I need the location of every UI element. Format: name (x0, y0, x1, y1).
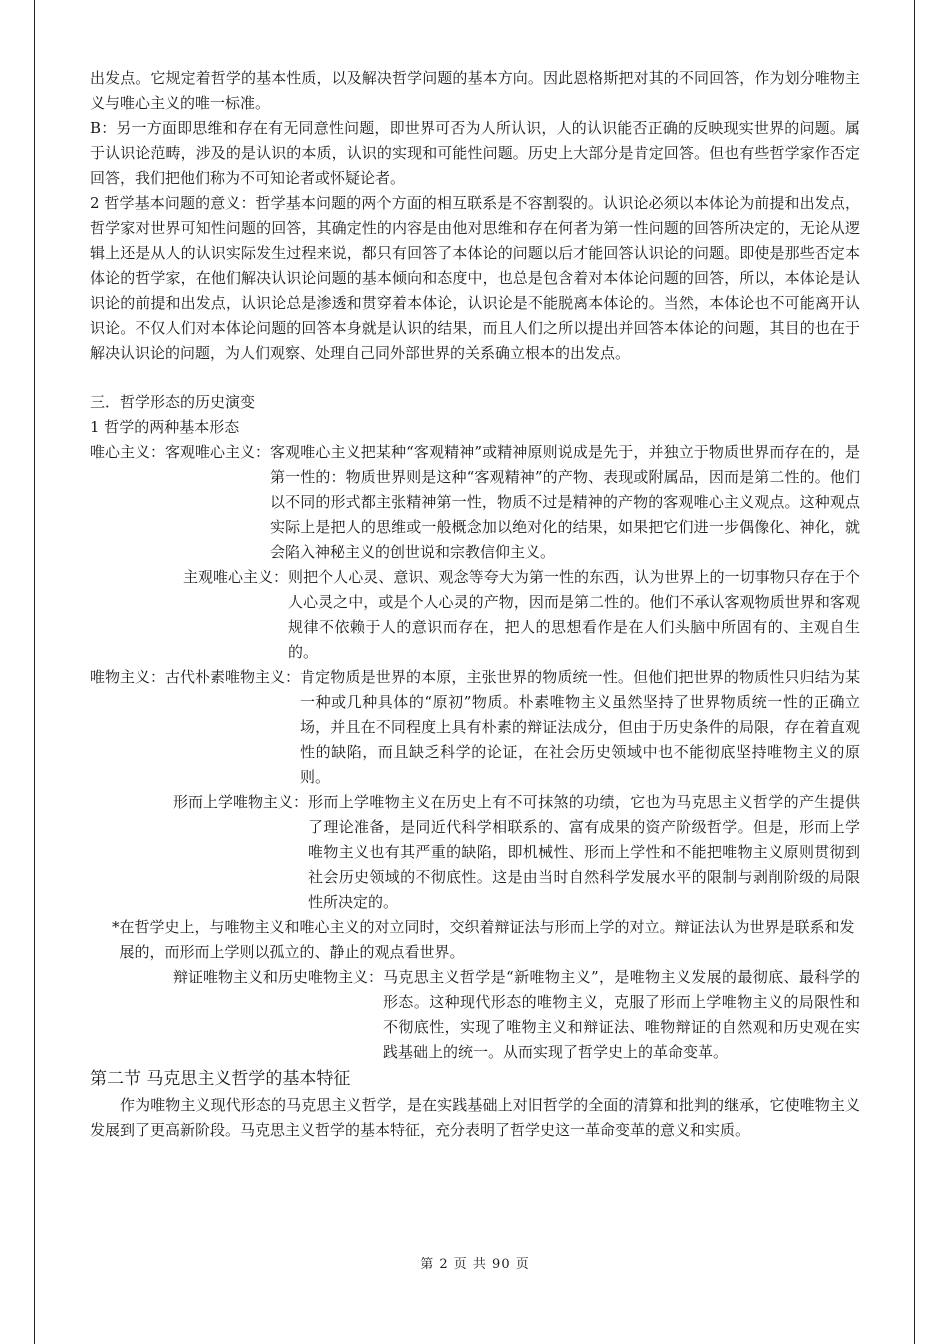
dialectical-materialism-label: 辩证唯物主义和历史唯物主义： (173, 968, 384, 986)
paragraph-fundamental-question-end: 出发点。它规定着哲学的基本性质，以及解决哲学问题的基本方向。因此恩格斯把对其的不同回答，作为划分唯物主义与唯心主义的唯一标准。 (90, 69, 860, 112)
page-number-footer: 第 2 页 共 90 页 (420, 1257, 530, 1272)
subjective-idealism-block (90, 565, 860, 665)
section-heading-basic-features: 第二节 马克思主义哲学的基本特征 (90, 1069, 351, 1089)
dialectical-materialism-text: 马克思主义哲学是“新唯物主义”，是唯物主义发展的最彻底、最科学的形态。这种现代形态的唯物主义，克服了形而上学唯物主义的局限性和不彻底性，实现了唯物主义和辩证法、唯物辩证的自然观和历史观在实践基础上的统一。从而实现了哲学史上的革命变革。 (383, 968, 860, 1061)
metaphysical-materialism-text: 形而上学唯物主义在历史上有不可抹煞的功绩，它也为马克思主义哲学的产生提供了理论准备，是同近代科学相联系的、富有成果的资产阶级哲学。但是，形而上学唯物主义也有其严重的缺陷，即机械性、形而上学性和不能把唯物主义原则贯彻到社会历史领域的不彻底性。这是由当时自然科学发展水平的限制与剥削阶级的局限性所决定的。 (308, 793, 860, 911)
subjective-idealism-label: 主观唯心主义： (183, 568, 289, 586)
ancient-materialism-text: 肯定物质是世界的本原，主张世界的物质统一性。但他们把世界的物质性只归结为某一种或几种具体的“原初”物质。朴素唯物主义虽然坚持了世界物质统一性的正确立场，并且在不同程度上具有朴素的辩证法成分，但由于历史条件的局限，存在着直观性的缺陷，而且缺乏科学的论证，在社会历史领域中也不能彻底坚持唯物主义的原则。 (300, 668, 860, 786)
materialism-label: 唯物主义： (90, 668, 166, 686)
metaphysical-materialism-block (90, 790, 860, 915)
paragraph-epistemology: B：另一方面即思维和存在有无同意性问题，即世界可否为人所认识，人的认识能否正确的反映现实世界的问题。属于认识论范畴，涉及的是认识的本质，认识的实现和可能性问题。历史上大部分是肯定回答。但也有些哲学家作否定回答，我们把他们称为不可知论者或怀疑论者。 (90, 119, 860, 187)
paragraph-basic-features: 作为唯物主义现代形态的马克思主义哲学，是在实践基础上对旧哲学的全面的清算和批判的继承，它使唯物主义发展到了更高新阶段。马克思主义哲学的基本特征，充分表明了哲学史这一革命变革的意义和实质。 (90, 1096, 860, 1139)
dialectics-note-text: 在哲学史上，与唯物主义和唯心主义的对立同时，交织着辩证法与形而上学的对立。辩证法认为世界是联系和发展的，而形而上学则以孤立的、静止的观点看世界。 (119, 918, 855, 961)
page-right-border (914, 0, 915, 1344)
dialectics-note (90, 915, 860, 965)
spacer (90, 366, 860, 390)
subjective-idealism-text: 则把个人心灵、意识、观念等夸大为第一性的东西，认为世界上的一切事物只存在于个人心灵之中，或是个人心灵的产物，因而是第二性的。他们不承认客观物质世界和客观规律不依赖于人的意识而存在，把人的思想看作是在人们头脑中所固有的、主观自生的。 (288, 568, 860, 661)
section-heading-historical-evolution: 三．哲学形态的历史演变 (90, 393, 256, 411)
dialectical-materialism-block (90, 965, 860, 1065)
paragraph-significance: 2 哲学基本问题的意义：哲学基本问题的两个方面的相互联系是不容割裂的。认识论必须以本体论为前提和出发点，哲学家对世界可知性问题的回答，其确定性的内容是由他对思维和存在何者为第一性问题的回答所决定的，无论从逻辑上还是从人的认识实际发生过程来说，都只有回答了本体论的问题以后才能回答认识论的问题。即使是那些否定本体论的哲学家，在他们解决认识论问题的基本倾向和态度中，也总是包含着对本体论问题的回答，所以，本体论是认识论的前提和出发点，认识论总是渗透和贯穿着本体论，认识论是不能脱离本体论的。当然，本体论也不可能离开认识论。不仅人们对本体论问题的回答本身就是认识的结果，而且人们之所以提出并回答本体论的问题，其目的也在于解决认识论的问题，为人们观察、处理自己同外部世界的关系确立根本的出发点。 (90, 194, 860, 362)
document-page (90, 66, 860, 1143)
metaphysical-materialism-label: 形而上学唯物主义： (173, 793, 309, 811)
ancient-materialism-block (90, 665, 860, 790)
page-left-border (34, 0, 35, 1344)
ancient-materialism-label: 古代朴素唯物主义： (165, 668, 301, 686)
note-star: * (112, 918, 120, 936)
idealism-label: 唯心主义： (90, 443, 166, 461)
objective-idealism-label: 客观唯心主义： (165, 443, 271, 461)
objective-idealism-block (90, 440, 860, 565)
subheading-two-forms: 1 哲学的两种基本形态 (90, 418, 240, 436)
objective-idealism-text: 客观唯心主义把某种“客观精神”或精神原则说成是先于，并独立于物质世界而存在的，是第一性的：物质世界则是这种“客观精神”的产物、表现或附属品，因而是第二性的。他们以不同的形式都主张精神第一性，物质不过是精神的产物的客观唯心主义观点。这种观点实际上是把人的思维或一般概念加以绝对化的结果，如果把它们进一步偶像化、神化，就会陷入神秘主义的创世说和宗教信仰主义。 (270, 443, 860, 561)
